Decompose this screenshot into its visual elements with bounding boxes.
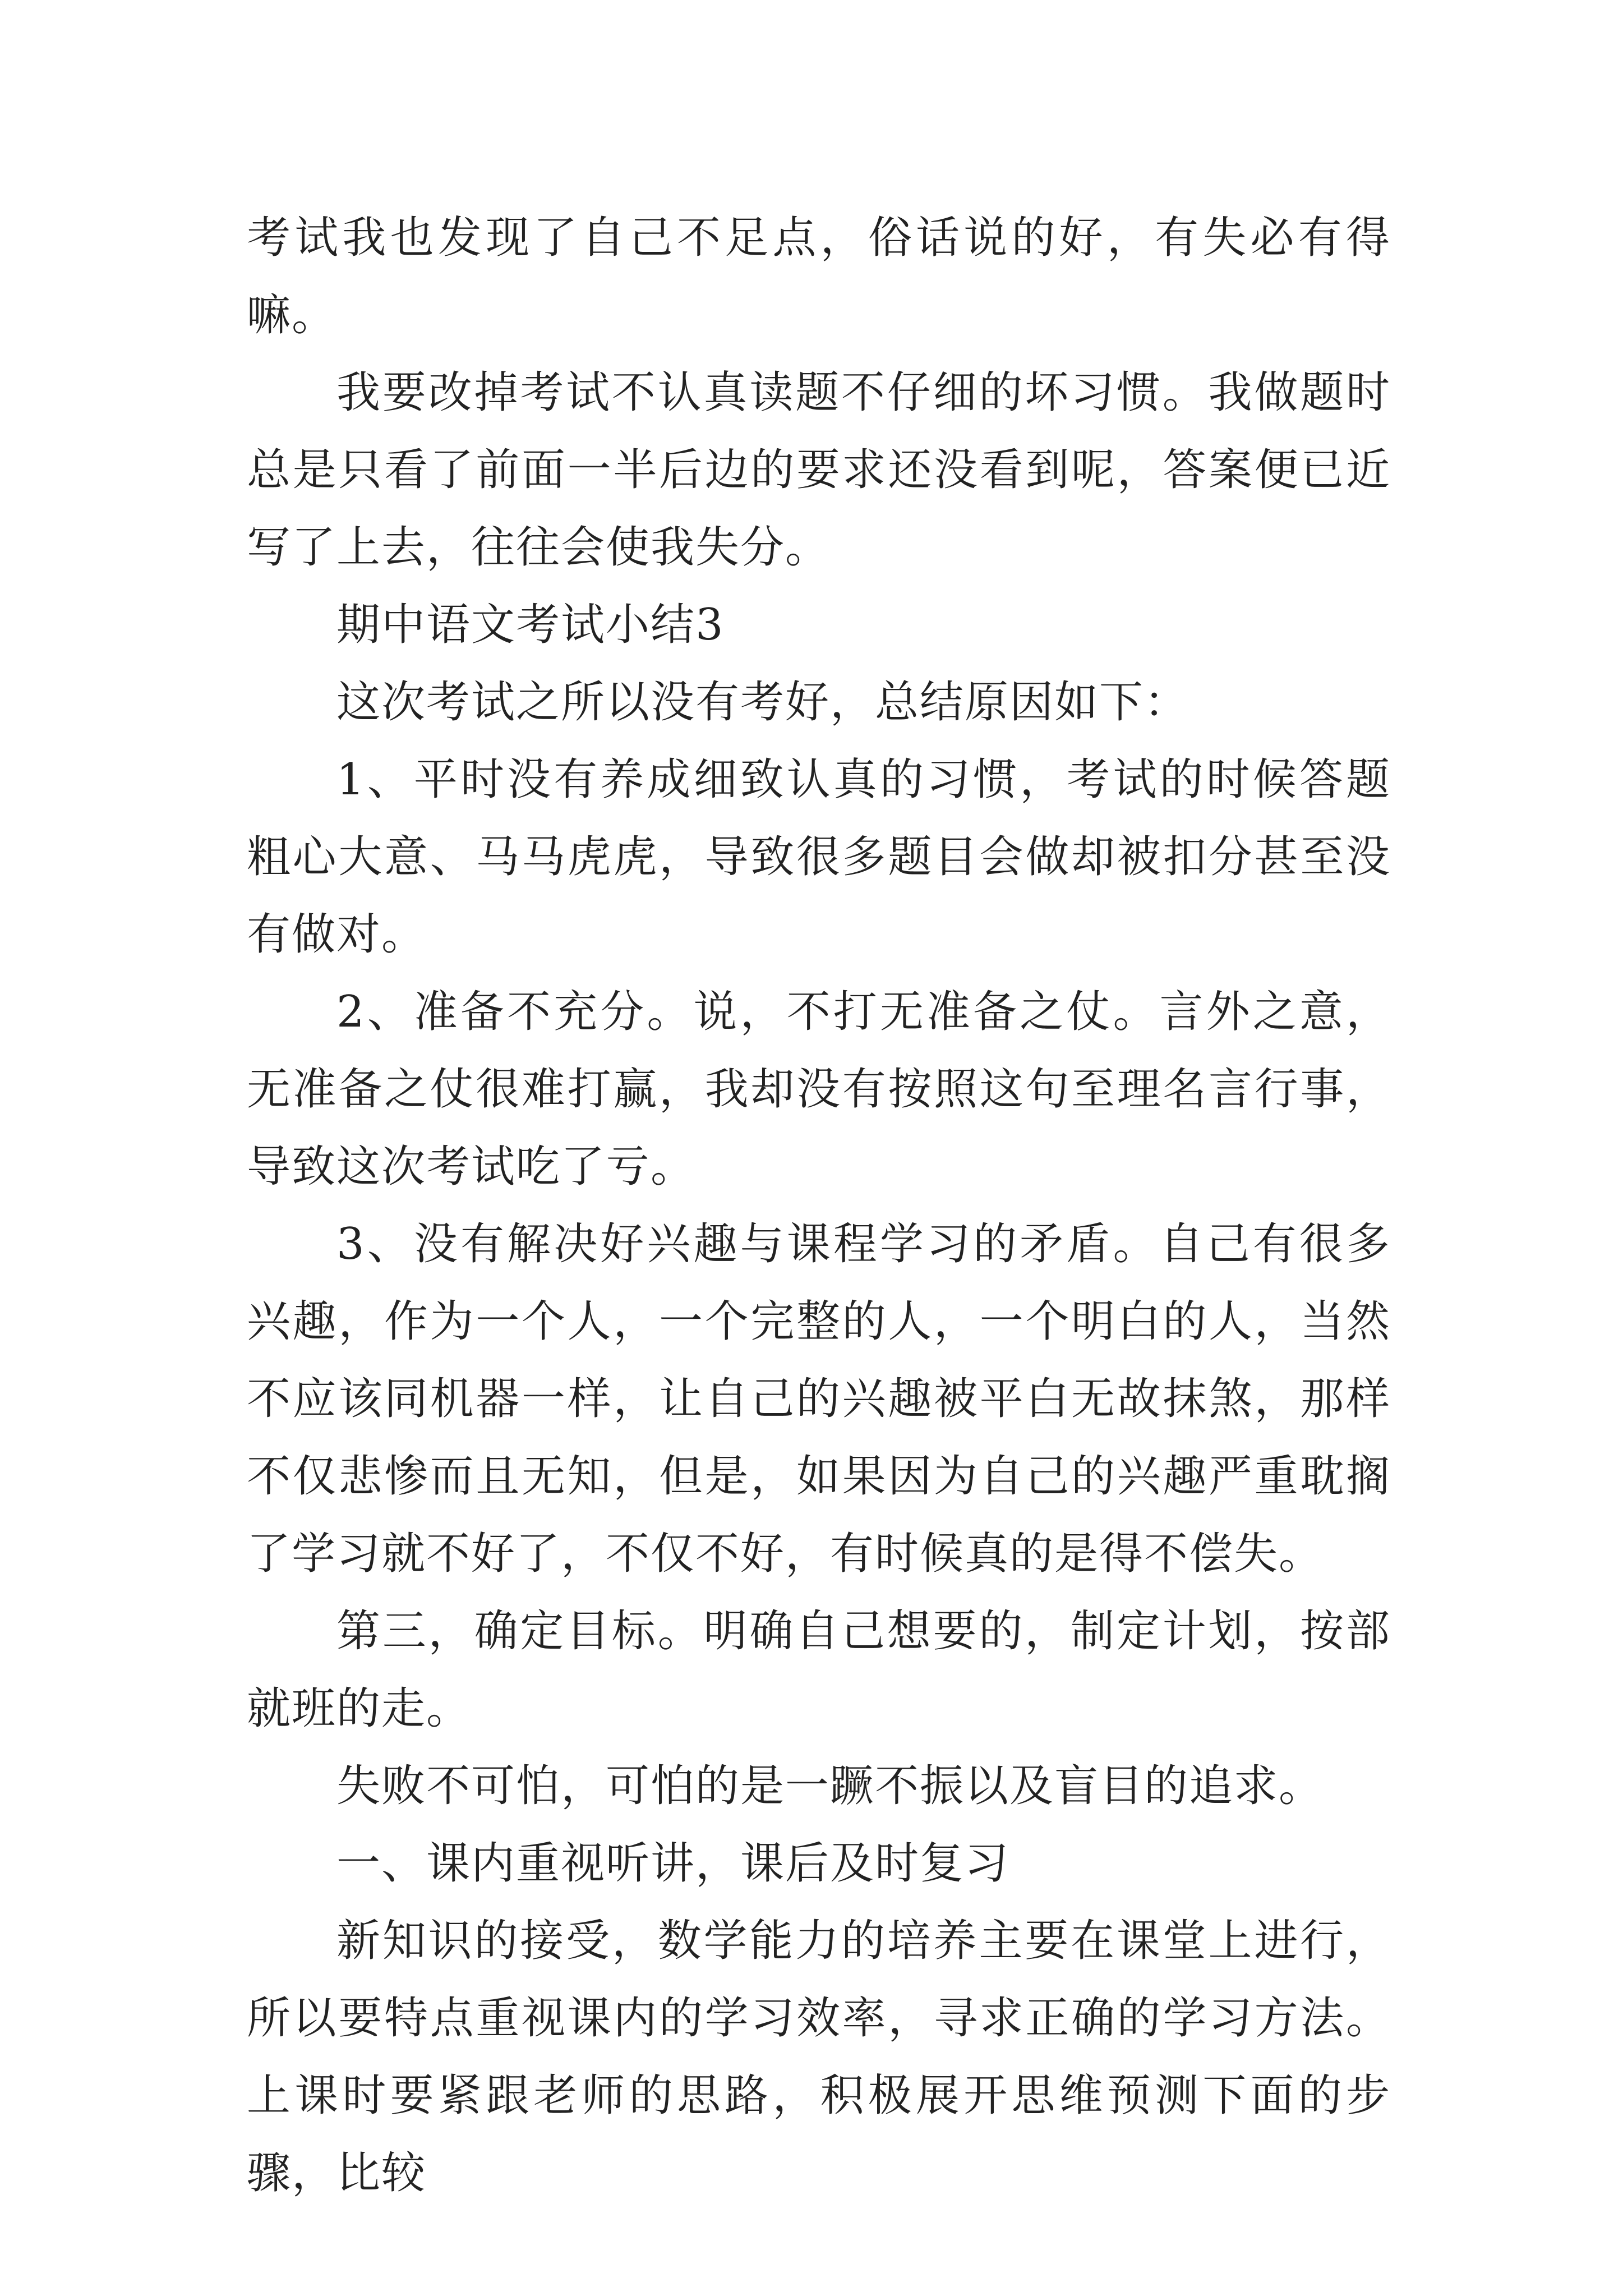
subheading-listen-review: 一、课内重视听讲，课后及时复习 [336, 1838, 1010, 1889]
paragraph-reason-1: 1、平时没有养成细致认真的习惯，考试的时候答题粗心大意、马马虎虎，导致很多题目会做却被扣分甚至没有做对。 [247, 754, 1391, 960]
paragraph-failure: 失败不可怕，可怕的是一蹶不振以及盲目的追求。 [336, 1761, 1324, 1811]
section-heading: 期中语文考试小结3 [336, 600, 725, 650]
paragraph-continuation: 考试我也发现了自己不足点，俗话说的好，有失必有得嘛。 [247, 213, 1391, 341]
paragraph-new-knowledge: 新知识的接受，数学能力的培养主要在课堂上进行，所以要特点重视课内的学习效率，寻求正确的学习方法。上课时要紧跟老师的思路，积极展开思维预测下面的步骤，比较 [247, 1916, 1391, 2198]
paragraph-bad-habits: 我要改掉考试不认真读题不仔细的坏习惯。我做题时总是只看了前面一半后边的要求还没看到呢，答案便已近写了上去，往往会使我失分。 [247, 367, 1391, 573]
document-body [247, 199, 1391, 2212]
paragraph-reason-3: 3、没有解决好兴趣与课程学习的矛盾。自己有很多兴趣，作为一个人，一个完整的人，一个明白的人，当然不应该同机器一样，让自己的兴趣被平白无故抹煞，那样不仅悲惨而且无知，但是，如果因为自己的兴趣严重耽搁了学习就不好了，不仅不好，有时候真的是得不偿失。 [247, 1219, 1391, 1579]
paragraph-intro: 这次考试之所以没有考好，总结原因如下： [336, 677, 1189, 728]
paragraph-reason-2: 2、准备不充分。说，不打无准备之仗。言外之意，无准备之仗很难打赢，我却没有按照这句至理名言行事，导致这次考试吃了亏。 [247, 987, 1391, 1192]
paragraph-third-goal: 第三，确定目标。明确自己想要的，制定计划，按部就班的走。 [247, 1606, 1391, 1734]
